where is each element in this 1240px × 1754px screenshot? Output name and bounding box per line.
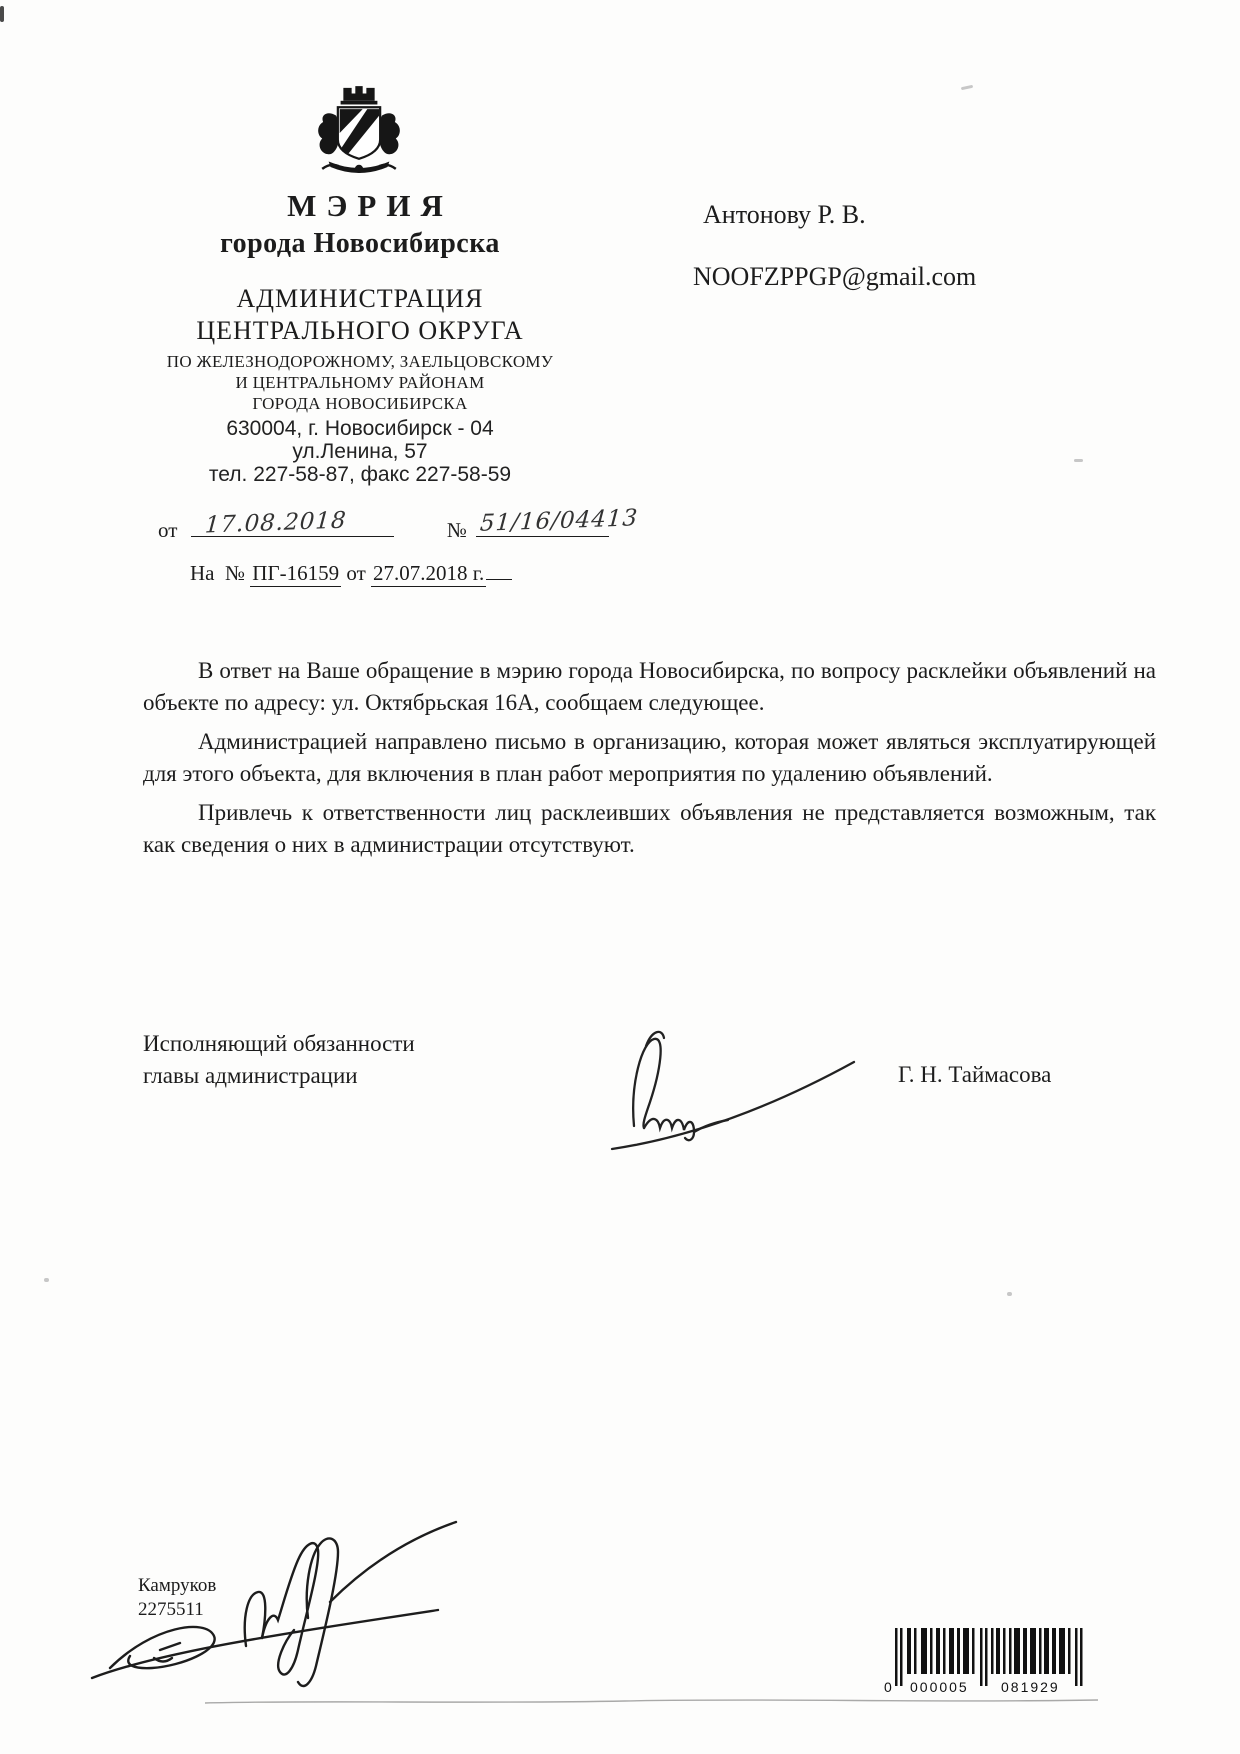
scan-artifact	[1007, 1292, 1012, 1296]
novosibirsk-emblem-icon	[313, 84, 405, 182]
number-label: №	[446, 518, 467, 542]
date-underline	[191, 507, 394, 539]
address-line1: 630004, г. Новосибирск - 04	[226, 417, 494, 440]
reference-row	[158, 505, 640, 543]
body-paragraph: Привлечь к ответственности лиц расклеивших объявления не представляется возможным, так как сведения о них в администрации отсутствуют.	[143, 800, 1156, 857]
handwritten-signature-icon	[600, 1022, 870, 1157]
org-title-line2: города Новосибирска	[220, 228, 500, 259]
reply-date: 27.07.2018 г.	[373, 561, 485, 585]
barcode-digit-left: 0	[884, 1679, 894, 1695]
address-line3: тел. 227-58-87, факс 227-58-59	[208, 463, 512, 486]
signer-position-line2: главы администрации	[143, 1063, 358, 1088]
scan-artifact	[961, 85, 973, 90]
handwritten-number: 51/16/04413	[479, 505, 640, 537]
recipient-email: NOOFZPPGP@gmail.com	[693, 262, 977, 291]
scan-artifact	[44, 1278, 49, 1282]
reply-no-label: №	[225, 561, 246, 585]
body-paragraph: В ответ на Ваше обращение в мэрию города Новосибирска, по вопросу расклейки объявлений на объекте по адресу: ул. Октябрьская 16А, сообщаем следующее.	[143, 658, 1156, 715]
barcode-digits-group1: 000005	[910, 1679, 969, 1695]
dept-line1: АДМИНИСТРАЦИЯ	[236, 284, 484, 313]
barcode-digits-group2: 081929	[1001, 1679, 1060, 1695]
number-underline	[476, 505, 640, 537]
signer-position	[143, 1028, 415, 1092]
handwritten-scribble-icon	[90, 1518, 470, 1723]
scan-edge-line	[205, 1698, 1100, 1706]
executor-name: Камруков	[138, 1575, 217, 1596]
scan-artifact	[0, 6, 4, 22]
address-line2: ул.Ленина, 57	[292, 440, 428, 463]
signer-name: Г. Н. Таймасова	[898, 1062, 1052, 1087]
executor-phone: 2275511	[138, 1599, 204, 1620]
reply-number: ПГ-16159	[252, 561, 340, 585]
org-title-line1: МЭРИЯ	[287, 188, 453, 223]
dept-line3: ПО ЖЕЛЕЗНОДОРОЖНОМУ, ЗАЕЛЬЦОВСКОМУ	[166, 352, 554, 371]
dept-line2: ЦЕНТРАЛЬНОГО ОКРУГА	[196, 316, 524, 345]
reply-na-label: На	[190, 561, 215, 585]
dept-line5: ГОРОДА НОВОСИБИРСКА	[252, 394, 468, 413]
letter-body	[143, 655, 1156, 860]
reply-reference-row	[190, 561, 512, 586]
handwritten-date: 17.08.2018	[203, 507, 348, 539]
dept-line4: И ЦЕНТРАЛЬНОМУ РАЙОНАМ	[235, 373, 485, 392]
body-paragraph: Администрацией направлено письмо в организацию, которая может являться эксплуатирующей для этого объекта, для включения в план работ мероприятия по удалению объявлений.	[143, 729, 1156, 786]
reply-from-label: от	[346, 561, 366, 585]
from-label: от	[158, 518, 178, 542]
scan-artifact	[1074, 459, 1083, 462]
blank-underline	[486, 561, 512, 580]
signer-position-line1: Исполняющий обязанности	[143, 1031, 415, 1056]
recipient-name: Антонову Р. В.	[703, 200, 866, 229]
document-barcode	[883, 1626, 1095, 1700]
